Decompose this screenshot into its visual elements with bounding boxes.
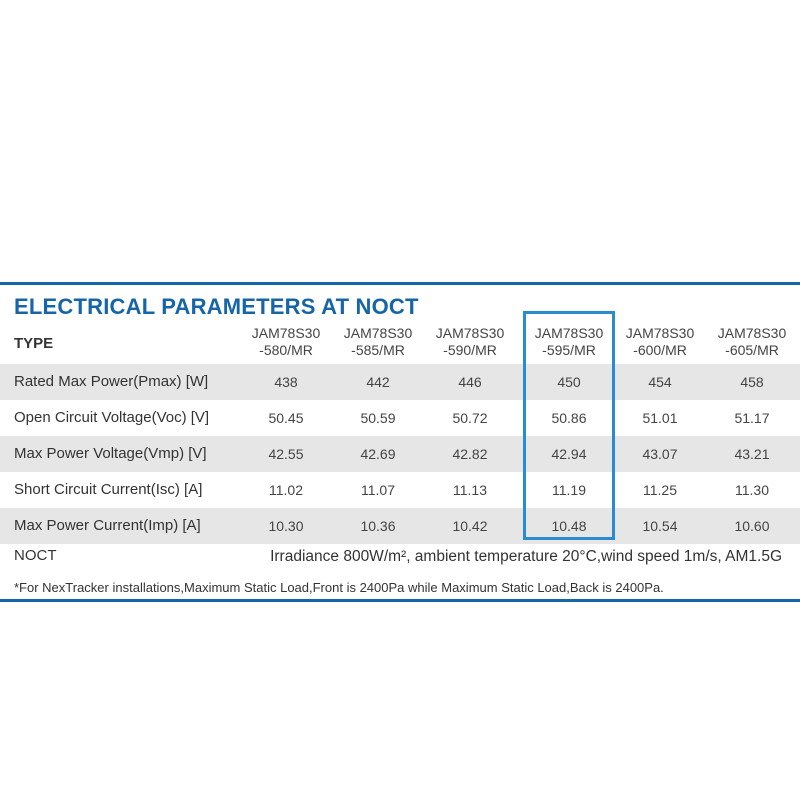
model-name: JAM78S30 — [625, 325, 695, 341]
table-cell: 50.45 — [268, 410, 304, 426]
table-cell: 50.86 — [551, 410, 587, 426]
table-cell: 11.25 — [643, 482, 677, 498]
table-cell: 11.07 — [361, 482, 395, 498]
model-suffix: -605/MR — [725, 342, 779, 358]
model-suffix: -600/MR — [633, 342, 687, 358]
model-name: JAM78S30 — [717, 325, 787, 341]
table-cell: 42.94 — [551, 446, 587, 462]
table-row — [0, 472, 800, 508]
table-row — [0, 436, 800, 472]
type-header-label: TYPE — [14, 335, 54, 352]
model-name: JAM78S30 — [251, 325, 321, 341]
row-label: Rated Max Power(Pmax) [W] — [14, 373, 209, 390]
table-cell: 10.36 — [360, 518, 396, 534]
model-name: JAM78S30 — [534, 325, 604, 341]
model-header — [330, 325, 426, 359]
table-cell: 11.13 — [453, 482, 487, 498]
noct-conditions: Irradiance 800W/m², ambient temperature 20°C,wind speed 1m/s, AM1.5G — [270, 548, 782, 565]
table-cell: 11.30 — [735, 482, 769, 498]
model-header — [422, 325, 518, 359]
table-row — [0, 400, 800, 436]
model-suffix: -590/MR — [443, 342, 497, 358]
table-cell: 10.48 — [551, 518, 587, 534]
table-cell: 51.01 — [642, 410, 678, 426]
table-cell: 50.59 — [360, 410, 396, 426]
table-cell: 458 — [740, 374, 764, 390]
electrical-parameters-panel — [0, 282, 800, 602]
table-cell: 454 — [648, 374, 672, 390]
model-name: JAM78S30 — [343, 325, 413, 341]
noct-label: NOCT — [14, 547, 57, 564]
model-header — [612, 325, 708, 359]
model-name: JAM78S30 — [435, 325, 505, 341]
model-suffix: -585/MR — [351, 342, 405, 358]
row-label: Max Power Current(Imp) [A] — [14, 517, 201, 534]
table-cell: 11.02 — [269, 482, 303, 498]
table-cell: 42.55 — [268, 446, 304, 462]
row-label: Open Circuit Voltage(Voc) [V] — [14, 409, 210, 426]
table-cell: 442 — [366, 374, 390, 390]
table-cell: 10.42 — [452, 518, 488, 534]
model-header-highlighted — [521, 325, 617, 359]
section-title: ELECTRICAL PARAMETERS AT NOCT — [14, 294, 419, 319]
table-cell: 446 — [458, 374, 482, 390]
table-cell: 10.54 — [642, 518, 678, 534]
table-cell: 10.30 — [268, 518, 304, 534]
row-label: Max Power Voltage(Vmp) [V] — [14, 445, 207, 462]
table-cell: 42.69 — [360, 446, 396, 462]
model-suffix: -580/MR — [259, 342, 313, 358]
table-cell: 43.21 — [734, 446, 770, 462]
model-header — [704, 325, 800, 359]
table-cell: 50.72 — [452, 410, 488, 426]
model-suffix: -595/MR — [542, 342, 596, 358]
table-cell: 51.17 — [734, 410, 770, 426]
row-label: Short Circuit Current(Isc) [A] — [14, 481, 203, 498]
model-header — [238, 325, 334, 359]
table-cell: 42.82 — [452, 446, 488, 462]
table-cell: 10.60 — [734, 518, 770, 534]
table-cell: 438 — [274, 374, 298, 390]
footnote: *For NexTracker installations,Maximum Static Load,Front is 2400Pa while Maximum Static Load,Back is 2400Pa. — [14, 580, 664, 595]
table-row — [0, 508, 800, 544]
table-cell: 11.19 — [552, 482, 586, 498]
table-cell: 43.07 — [642, 446, 678, 462]
table-row — [0, 364, 800, 400]
table-cell: 450 — [557, 374, 581, 390]
